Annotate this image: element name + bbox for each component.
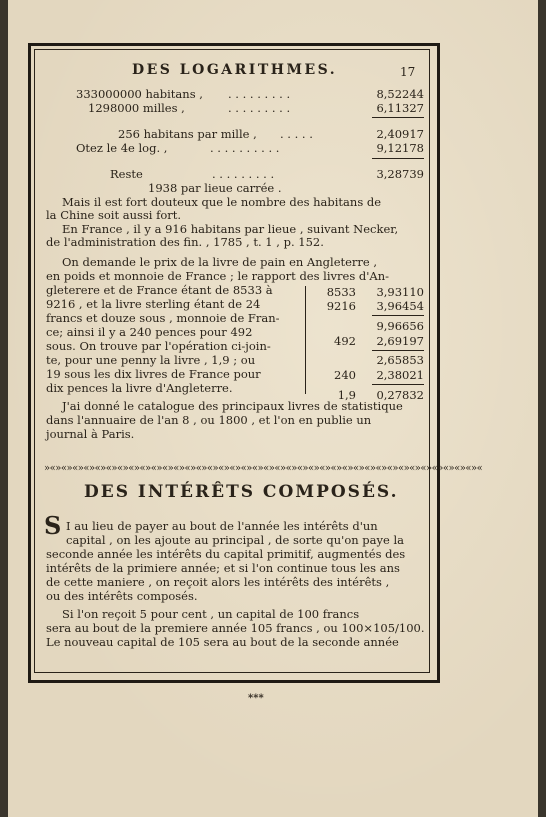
paragraph-line: de l'administration des fin. , 1785 , t. 1 , p. 152. (46, 235, 324, 249)
table-value: 2,69197 (376, 334, 424, 348)
row-value: 3,28739 (376, 167, 424, 181)
paragraph-line: intérêts de la primiere année; et si l'on continue tous les ans (46, 561, 400, 575)
leader-dots: . . . . . (280, 127, 313, 141)
table-value: 9,96656 (376, 319, 424, 333)
row-label: Reste (110, 167, 143, 181)
table-value: 0,27832 (376, 388, 424, 402)
paragraph-line: sera au bout de la premiere année 105 francs , ou 100×105/100. (46, 621, 425, 635)
drop-cap: S (44, 511, 62, 540)
leader-dots: . . . . . . . . . (228, 101, 291, 115)
paragraph-line: francs et douze sous , monnoie de Fran- (46, 311, 280, 325)
sum-rule (372, 158, 424, 159)
row-label: Otez le 4e log. , (76, 141, 168, 155)
table-value: 2,38021 (376, 368, 424, 382)
row-value: 2,40917 (376, 127, 424, 141)
paragraph-line: sous. On trouve par l'opération ci-join- (46, 339, 271, 353)
paragraph-line: de cette maniere , on reçoit alors les intérêts des intérêts , (46, 575, 390, 589)
paragraph-line: Mais il est fort douteux que le nombre des habitans de (62, 195, 382, 209)
row-value: 9,12178 (376, 141, 424, 155)
sum-rule (372, 384, 424, 385)
paragraph-line: la Chine soit aussi fort. (46, 208, 182, 222)
table-value: 3,93110 (376, 285, 424, 299)
table-key: 240 (334, 368, 356, 382)
table-value: 2,65853 (376, 353, 424, 367)
leader-dots: . . . . . . . . . (228, 87, 291, 101)
paragraph-line: seconde année les intérêts du capital primitif, augmentés des (46, 547, 406, 561)
paragraph-line: capital , on les ajoute au principal , de sorte qu'on paye la (66, 533, 405, 547)
paragraph-line: On demande le prix de la livre de pain en Angleterre , (62, 255, 378, 269)
page-number: 17 (400, 65, 416, 79)
row-value: 6,11327 (376, 101, 424, 115)
paragraph-line: ou des intérêts composés. (46, 589, 198, 603)
row-value: 8,52244 (376, 87, 424, 101)
signature-mark: *** (248, 693, 264, 704)
paragraph-line: J'ai donné le catalogue des principaux livres de statistique (62, 399, 403, 413)
running-title: DES LOGARITHMES. (132, 62, 338, 78)
table-key: 8533 (326, 285, 356, 299)
paragraph-line: En France , il y a 916 habitans par lieue , suivant Necker, (62, 222, 399, 236)
sum-rule (372, 315, 424, 316)
right-page-edge (538, 0, 546, 817)
section-title: DES INTÉRÊTS COMPOSÉS. (84, 482, 399, 502)
paragraph-line: gleterere et de France étant de 8533 à (46, 283, 273, 297)
paragraph-line: dix pences la livre d'Angleterre. (46, 381, 233, 395)
paragraph-line: journal à Paris. (46, 427, 135, 441)
ornamental-rule: »«»«»«»«»«»«»«»«»«»«»«»«»«»«»«»«»«»«»«»«»«»«»«»«»«»«»«»«»«»«»«»«»«»«»«»«»«»«»« (44, 463, 483, 474)
table-key: 492 (334, 334, 356, 348)
table-key: 1,9 (337, 388, 356, 402)
table-divider (305, 286, 306, 394)
table-value: 3,96454 (376, 299, 424, 313)
paragraph-line: Si l'on reçoit 5 pour cent , un capital de 100 francs (62, 607, 360, 621)
leader-dots: . . . . . . . . . . (210, 141, 280, 155)
sum-rule (372, 350, 424, 351)
paragraph-line: Le nouveau capital de 105 sera au bout de la seconde année (46, 635, 399, 649)
sum-rule (372, 117, 424, 118)
paragraph-line: 9216 , et la livre sterling étant de 24 (46, 297, 261, 311)
paragraph-line: dans l'annuaire de l'an 8 , ou 1800 , et l'on en publie un (46, 413, 372, 427)
paragraph-line: I au lieu de payer au bout de l'année les intérêts d'un (66, 519, 378, 533)
paragraph-line: en poids et monnoie de France ; le rapport des livres d'An- (46, 269, 390, 283)
paragraph-line: ce; ainsi il y a 240 pences pour 492 (46, 325, 253, 339)
paragraph-line: te, pour une penny la livre , 1,9 ; ou (46, 353, 256, 367)
row-label: 256 habitans par mille , (118, 127, 257, 141)
density-line: 1938 par lieue carrée . (148, 181, 282, 195)
leader-dots: . . . . . . . . . (212, 167, 275, 181)
left-page-edge (0, 0, 8, 817)
paragraph-line: 19 sous les dix livres de France pour (46, 367, 261, 381)
row-label: 333000000 habitans , (76, 87, 203, 101)
table-key: 9216 (326, 299, 356, 313)
row-label: 1298000 milles , (88, 101, 185, 115)
